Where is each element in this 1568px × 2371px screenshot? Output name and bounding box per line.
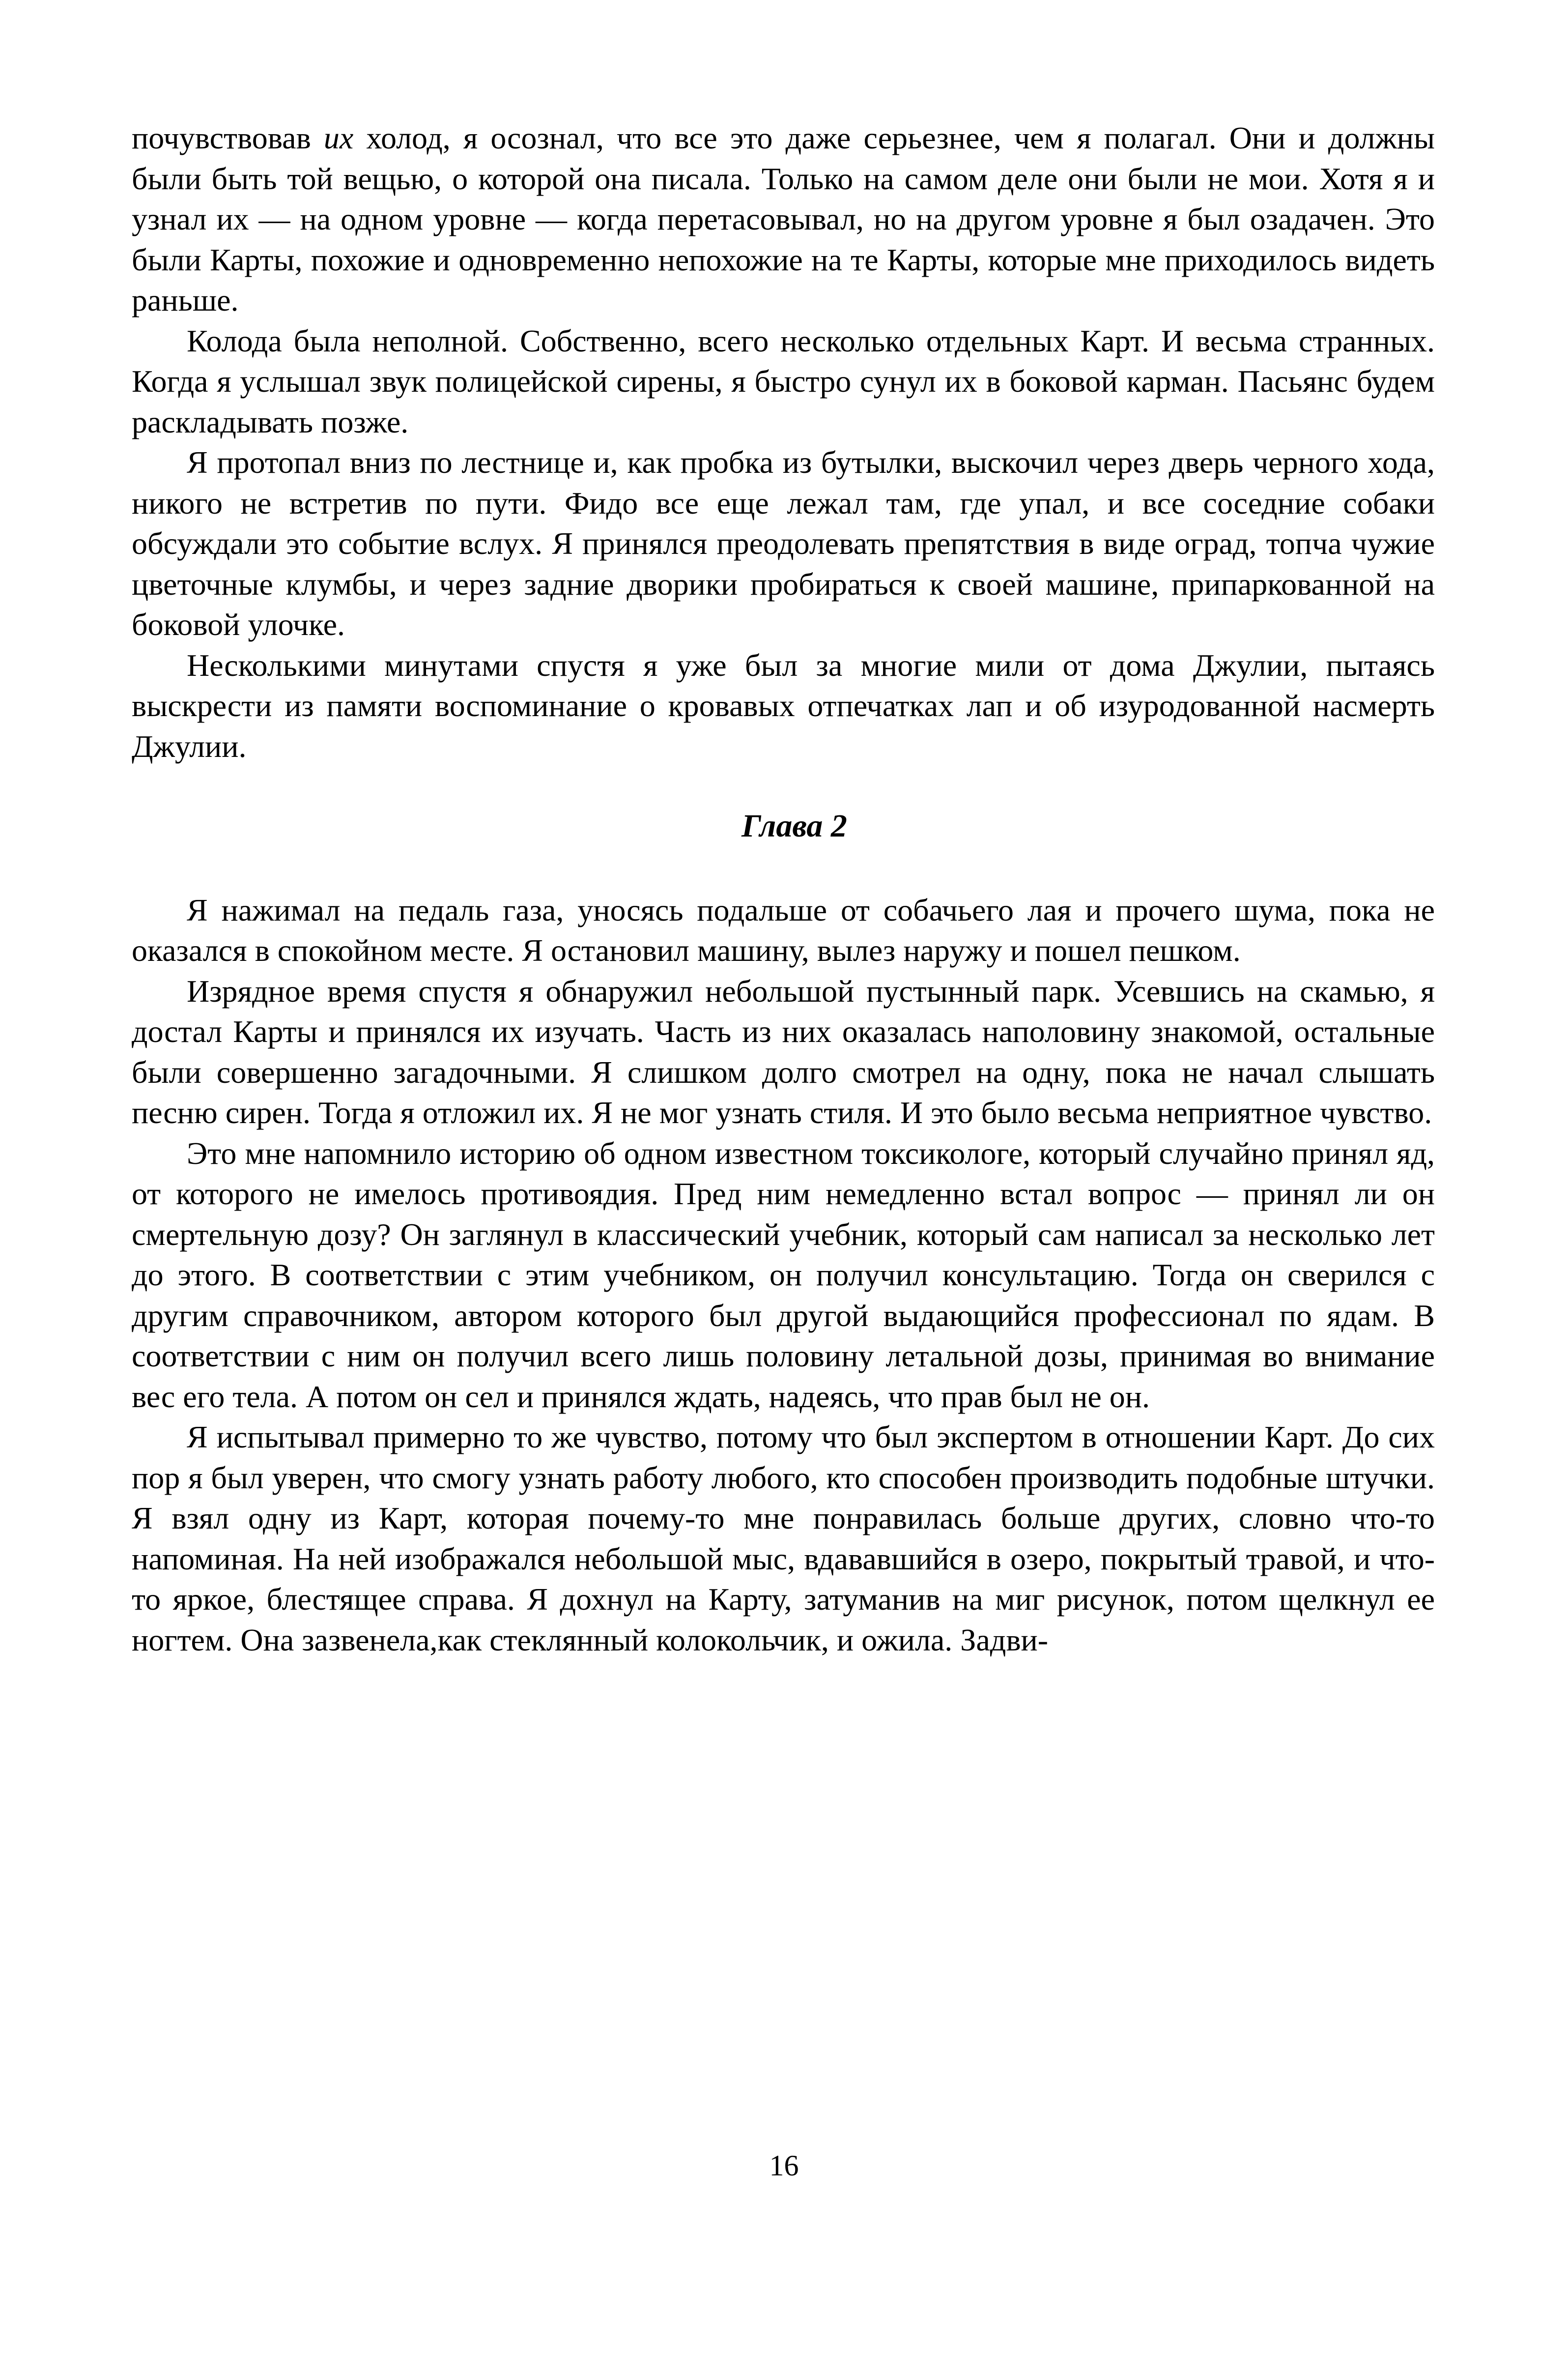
paragraph-3: Я протопал вниз по лестнице и, как пробка из бутылки, выскочил через дверь черного хода, никого не встретив по пути. Фидо все еще лежал там, где упал, и все соседние собаки обсуждали это событие вслух. Я принялся преодолевать препятствия в виде оград, топча чужие цветочные клумбы, и через задние дворики пробираться к своей машине, припаркованной на боковой улочке. (132, 445, 1435, 642)
paragraph-4: Несколькими минутами спустя я уже был за многие мили от дома Джулии, пытаясь выскрести из памяти воспоминание о кровавых отпечатках лап и об изуродованной насмерть Джулии. (132, 647, 1435, 764)
emphasis-text: их (323, 120, 354, 155)
paragraph-1-text-b: холод, я осознал, что все это даже серьезнее, чем я полагал. Они и должны были быть той вещью, о которой она писала. Только на самом деле они были не мои. Хотя я и узнал их — на одном уровне — когда перетасовывал, но на другом уровне я был озадачен. Это были Карты, похожие и одновременно непохожие на те Карты, которые мне приходилось видеть раньше. (132, 120, 1435, 318)
paragraph-1 (132, 118, 1435, 321)
chapter-title: Глава 2 (741, 808, 847, 844)
paragraph-6: Изрядное время спустя я обнаружил небольшой пустынный парк. Усевшись на скамью, я достал Карты и принялся их изучать. Часть из них оказалась наполовину знакомой, остальные были совершенно загадочными. Я слишком долго смотрел на одну, пока не начал слышать песню сирен. Тогда я отложил их. Я не мог узнать стиля. И это было весьма неприятное чувство. (132, 973, 1435, 1130)
paragraph-1-text-a: почувствовав (132, 120, 324, 155)
paragraph-2: Колода была неполной. Собственно, всего несколько отдельных Карт. И весьма странных. Когда я услышал звук полицейской сирены, я быстро сунул их в боковой карман. Пасьянс будем раскладывать позже. (132, 323, 1435, 439)
page-number: 16 (769, 2149, 799, 2182)
paragraph-7: Это мне напомнило историю об одном известном токсикологе, который случайно принял яд, от которого не имелось противоядия. Пред ним немедленно встал вопрос — принял ли он смертельную дозу? Он заглянул в классический учебник, который сам написал за несколько лет до этого. В соответствии с этим учебником, он получил консультацию. Тогда он сверился с другим справочником, автором которого был другой выдающийся профессионал по ядам. В соответствии с ним он получил всего лишь половину летальной дозы, принимая во внимание вес его тела. А потом он сел и принялся ждать, надеясь, что прав был не он. (132, 1135, 1435, 1414)
book-page (132, 118, 1435, 1660)
paragraph-8: Я испытывал примерно то же чувство, потому что был экспертом в отношении Карт. До сих пор я был уверен, что смогу узнать работу любого, кто способен производить подобные штучки. Я взял одну из Карт, которая почему-то мне понравилась больше других, словно что-то напоминая. На ней изображался небольшой мыс, вдававшийся в озеро, покрытый травой, и что-то яркое, блестящее справа. Я дохнул на Карту, затуманив на миг рисунок, потом щелкнул ее ногтем. Она зазвенела,как стеклянный колокольчик, и ожила. Задви- (132, 1419, 1435, 1657)
paragraph-5: Я нажимал на педаль газа, уносясь подальше от собачьего лая и прочего шума, пока не оказался в спокойном месте. Я остановил машину, вылез наружу и пошел пешком. (132, 892, 1435, 968)
